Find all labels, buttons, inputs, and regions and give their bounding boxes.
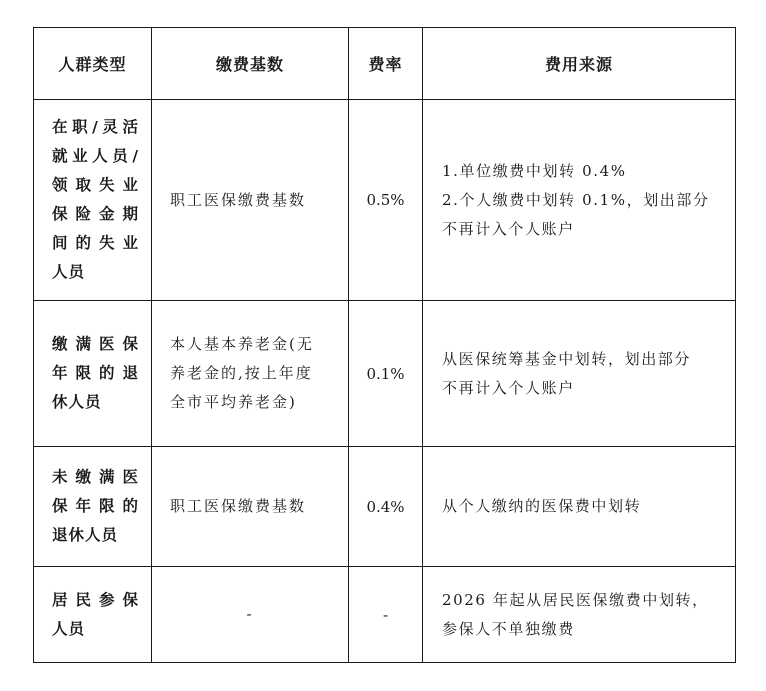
contribution-base-cell (152, 301, 349, 447)
contribution-base-cell (152, 567, 349, 663)
header-rate: 费率 (349, 28, 423, 100)
group-type-line: 人员 (52, 263, 86, 281)
contribution-base-line: 本人基本养老金(无 (170, 335, 314, 353)
group-type-cell (34, 100, 152, 301)
contribution-base-line: 职工医保缴费基数 (170, 190, 307, 209)
rate-cell: 0.1% (349, 301, 423, 447)
table-row (34, 447, 736, 567)
fee-source-cell (423, 447, 736, 567)
group-type-line: 就业人员/ (52, 147, 139, 165)
group-type-line: 休人员 (52, 393, 102, 411)
contribution-base-cell (152, 100, 349, 301)
group-type-cell (34, 567, 152, 663)
group-type-line: 年限的退 (52, 364, 139, 382)
fee-source-cell (423, 567, 736, 663)
contribution-base-cell (152, 447, 349, 567)
header-group-type: 人群类型 (34, 28, 152, 100)
group-type-cell (34, 447, 152, 567)
fee-source-line: 2026 年起从居民医保缴费中划转， (442, 590, 709, 609)
group-type-line: 缴满医保 (52, 335, 139, 353)
group-type-cell (34, 301, 152, 447)
table-row (34, 301, 736, 447)
group-type-line: 未缴满医 (52, 468, 139, 486)
fee-source-cell (423, 100, 736, 301)
fee-source-line: 不再计入个人账户 (442, 219, 575, 238)
group-type-line: 居民参保 (52, 590, 139, 609)
header-fee-source: 费用来源 (423, 28, 736, 100)
group-type-line: 在职/灵活 (52, 118, 139, 136)
table-header-row (34, 28, 736, 100)
group-type-line: 保年限的 (52, 497, 139, 515)
contribution-base-line: 职工医保缴费基数 (170, 497, 307, 515)
group-type-line: 退休人员 (52, 526, 119, 544)
contribution-base-line: 全市平均养老金) (170, 393, 297, 411)
contribution-table (33, 27, 736, 663)
table-row (34, 100, 736, 301)
fee-source-line: 参保人不单独缴费 (442, 619, 575, 638)
fee-source-line: 从医保统筹基金中划转，划出部分 (442, 349, 692, 368)
group-type-line: 人员 (52, 619, 86, 638)
group-type-line: 间的失业 (52, 234, 139, 252)
fee-source-cell (423, 301, 736, 447)
rate-cell: 0.4% (349, 447, 423, 567)
fee-source-line: 1.单位缴费中划转 0.4% (442, 161, 627, 180)
contribution-base-line: 养老金的,按上年度 (170, 364, 313, 382)
fee-source-line: 不再计入个人账户 (442, 378, 575, 397)
header-contribution-base: 缴费基数 (152, 28, 349, 100)
fee-source-line: 2.个人缴费中划转 0.1%，划出部分 (442, 190, 710, 209)
group-type-line: 保险金期 (52, 205, 139, 223)
fee-source-line: 从个人缴纳的医保费中划转 (442, 497, 642, 515)
rate-cell: - (349, 567, 423, 663)
contribution-base-line: - (246, 605, 254, 623)
rate-cell: 0.5% (349, 100, 423, 301)
table-row (34, 567, 736, 663)
group-type-line: 领取失业 (52, 176, 139, 194)
